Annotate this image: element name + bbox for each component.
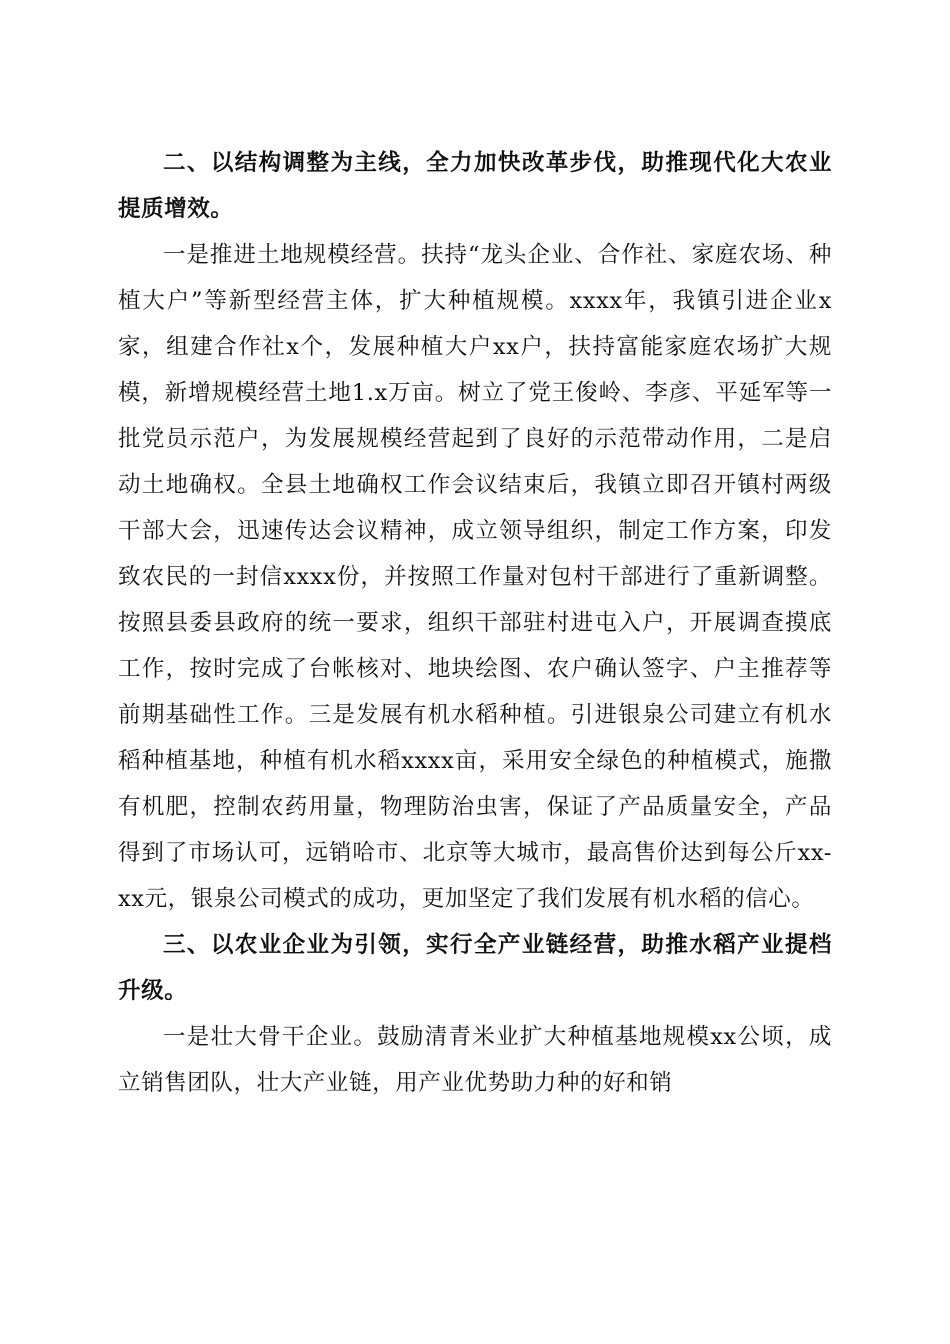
document-body [118,140,832,1106]
section-heading-2: 二、以结构调整为主线，全力加快改革步伐，助推现代化大农业提质增效。 [118,150,832,222]
paragraph-backbone-enterprise: 一是壮大骨干企业。鼓励清青米业扩大种植基地规模xx公顷，成立销售团队，壮大产业链，用产业优势助力种的好和销 [118,1024,832,1096]
paragraph-land-scale: 一是推进土地规模经营。扶持“龙头企业、合作社、家庭农场、种植大户”等新型经营主体，扩大种植规模。xxxx年，我镇引进企业x家，组建合作社x个，发展种植大户xx户，扶持富能家庭农场扩大规模，新增规模经营土地1.x万亩。树立了党王俊岭、李彦、平延军等一批党员示范户，为发展规模经营起到了良好的示范带动作用，二是启动土地确权。全县土地确权工作会议结束后，我镇立即召开镇村两级干部大会，迅速传达会议精神，成立领导组织，制定工作方案，印发致农民的一封信xxxx份，并按照工作量对包村干部进行了重新调整。按照县委县政府的统一要求，组织干部驻村进屯入户，开展调查摸底工作，按时完成了台帐核对、地块绘图、农户确认签字、户主推荐等前期基础性工作。三是发展有机水稻种植。引进银泉公司建立有机水稻种植基地，种植有机水稻xxxx亩，采用安全绿色的种植模式，施撒有机肥，控制农药用量，物理防治虫害，保证了产品质量安全，产品得到了市场认可，远销哈市、北京等大城市，最高售价达到每公斤xx-xx元，银泉公司模式的成功，更加坚定了我们发展有机水稻的信心。 [118,242,832,912]
section-heading-3: 三、以农业企业为引领，实行全产业链经营，助推水稻产业提档升级。 [118,932,832,1004]
